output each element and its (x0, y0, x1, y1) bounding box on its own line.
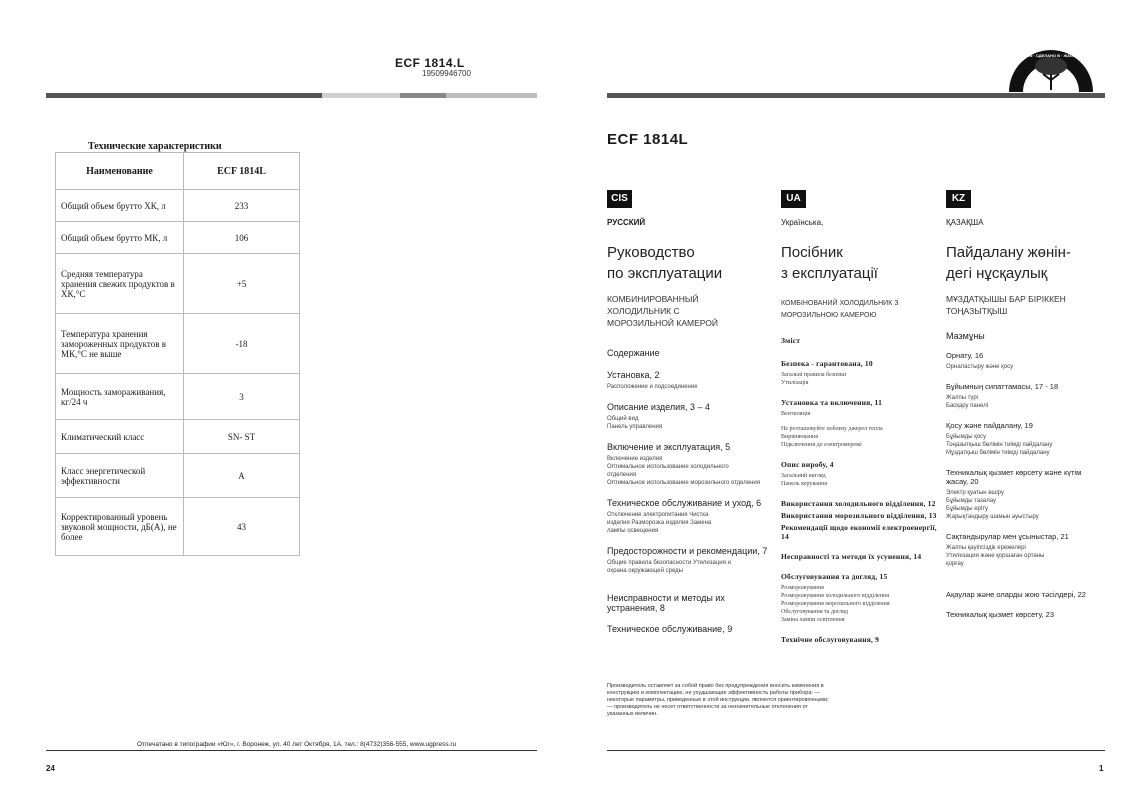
list-item: Сақтандырулар мен ұсыныстар, 21 Жалпы қауіпсіздік ережелері Утилизация және қоршаған ортаны қорғау (946, 532, 1069, 567)
disclaimer-ru: Производитель оставляет за собой право без предупреждения вносить изменения в конструкцию и комплектацию, не ухудшающие эффективность работы прибора: — некоторые параметры, приведенные в этой инструкции, являются ориентировочными; — производитель не несет ответственности за незначительные отклонения от указанных величин. (607, 683, 829, 717)
list-item: Қосу және пайдалану, 19 Бұйымды қосу Тоңазытқыш бөлімін тиімді пайдалану Мұздатқыш бөлімін тиімді пайдалану (946, 421, 1053, 456)
right-page-number: 1 (1099, 764, 1104, 773)
guide-subtitle-kz: МҰЗДАТҚЫШЫ БАР БІРІККЕН ТОҢАЗЫТҚЫШ (946, 294, 1066, 316)
spec-name: Средняя температура хранения свежих продуктов в ХК,°С (56, 254, 184, 314)
table-row (56, 254, 300, 314)
left-page-number: 24 (46, 764, 55, 773)
list-item: Рекомендації щодо економії електроенергії, 14 (781, 523, 937, 541)
spec-value: -18 (184, 314, 300, 374)
printer-footer-note: Отпечатано в типографии «Юг», г. Воронеж, ул. 40 лет Октября, 1А, тел.: 8(4732)356-555, www.ugpress.ru (137, 741, 457, 748)
table-row (56, 190, 300, 222)
contents-ru (607, 348, 777, 645)
badge-kz: KZ (946, 190, 971, 208)
table-row (56, 454, 300, 498)
table-row (56, 222, 300, 254)
list-item: Безпека - гарантована, 10 Загальні правила безпеки Утилізація (781, 359, 873, 386)
right-footer-rule (607, 750, 1105, 751)
list-item: Використання холодильного відділення, 12 (781, 499, 936, 508)
left-footer-rule (46, 750, 537, 751)
badge-cis: CIS (607, 190, 632, 208)
right-model-title: ECF 1814L (607, 131, 689, 148)
spec-name: Класс энергетической эффективности (56, 454, 184, 498)
left-model-title: ECF 1814.L (395, 56, 465, 70)
lang-ru: РУССКИЙ (607, 218, 646, 227)
guide-title-ua: Посібник з експлуатації (781, 244, 878, 282)
logo-text: MADE IN · СДЕЛАНО В · ЖАСАЛҒАН (1015, 53, 1087, 58)
list-item: Використання морозильного відділення, 13 (781, 511, 937, 520)
spec-value: 233 (184, 190, 300, 222)
spec-name: Температура хранения замороженных продуктов в МК,°С не выше (56, 314, 184, 374)
left-product-code: 19509946700 (422, 69, 471, 78)
spec-header-model: ECF 1814L (184, 153, 300, 190)
badge-ua: UA (781, 190, 806, 208)
spec-value: 106 (184, 222, 300, 254)
list-item: Техническое обслуживание, 9 (607, 624, 733, 634)
spec-header-name: Наименование (56, 153, 184, 190)
guide-subtitle-ru: КОМБИНИРОВАННЫЙ ХОЛОДИЛЬНИК С МОРОЗИЛЬНОЙ КАМЕРОЙ (607, 294, 718, 328)
lang-kz: ҚАЗАҚША (946, 218, 984, 227)
spec-name: Корректированный уровень звуковой мощности, дБ(А), не более (56, 498, 184, 556)
guide-title-kz: Пайдалану жөнін- дегі нұсқаулық (946, 244, 1071, 282)
spec-value: SN- ST (184, 420, 300, 454)
spec-table-header-row (56, 153, 300, 190)
spec-table (55, 152, 300, 556)
spec-name: Общий объем брутто ХК, л (56, 190, 184, 222)
contents-kz (946, 331, 1104, 630)
made-in-logo-icon (1003, 40, 1099, 95)
spec-name: Климатический класс (56, 420, 184, 454)
table-row (56, 314, 300, 374)
table-row (56, 498, 300, 556)
list-item: Несправності та методи їх усунення, 14 (781, 552, 922, 561)
spec-value: 3 (184, 374, 300, 420)
spec-value: +5 (184, 254, 300, 314)
list-item: Орнату, 16 Орналастыру және қосу (946, 351, 1014, 370)
contents-heading: Содержание (607, 348, 660, 358)
list-item: Опис виробу, 4 Загальний вигляд Панель керування (781, 460, 834, 487)
list-item: Описание изделия, 3 – 4 Общий вид Панель управления (607, 402, 710, 430)
list-item: Бұйымның сипаттамасы, 17 - 18 Жалпы түрі Басқару панелі (946, 382, 1059, 409)
spec-table-title: Технические характеристики (88, 141, 222, 152)
contents-heading: Зміст (781, 336, 801, 345)
list-item: Предосторожности и рекомендации, 7 Общие правила безопасности Утилизация и охрана окружающей среды (607, 546, 768, 574)
list-item: Включение и эксплуатация, 5 Включение изделия Оптимальное использование холодильного отделения Оптимальное использование морозильного отделения (607, 442, 760, 486)
table-row (56, 420, 300, 454)
contents-heading: Мазмұны (946, 331, 985, 341)
list-item: Технічне обслуговування, 9 (781, 635, 880, 644)
spec-name: Мощность замораживания, кг/24 ч (56, 374, 184, 420)
list-item: Установка та включення, 11 Вентиляція Не розташовуйте поблизу джерел тепла Вирівнювання Підключення до електромережі (781, 398, 883, 448)
guide-subtitle-ua: КОМБІНОВАНИЙ ХОЛОДИЛЬНИК З МОРОЗИЛЬНОЮ КАМЕРОЮ (781, 300, 899, 319)
contents-ua (781, 336, 941, 655)
list-item: Техникалық қызмет көрсету, 23 (946, 610, 1055, 619)
lang-ua: Українська, (781, 218, 824, 227)
spec-value: A (184, 454, 300, 498)
table-row (56, 374, 300, 420)
spec-value: 43 (184, 498, 300, 556)
list-item: Техникалық қызмет көрсету және күтім жасау, 20 Электр қуатын өшіру Бұйымды тазалау Бұйымды еріту Жарықтандыру шамын ауыстыру (946, 468, 1082, 520)
list-item: Ақаулар және оларды жою тәсілдері, 22 (946, 590, 1086, 599)
list-item: Обслуговування та догляд, 15 Розморожування Розморожування холодильного відділення Розморожування морозильного відділення Обслуговування та догляд Заміна лампи освітлення (781, 572, 890, 623)
guide-title-ru: Руководство по эксплуатации (607, 244, 723, 282)
list-item: Техническое обслуживание и уход, 6 Отключение электропитания Чистка изделия Разморозка изделия Замена лампы освещения (607, 498, 762, 534)
spec-name: Общий объем брутто МК, л (56, 222, 184, 254)
list-item: Установка, 2 Расположение и подсоединение (607, 370, 698, 390)
list-item: Неисправности и методы их устранения, 8 (607, 593, 725, 613)
